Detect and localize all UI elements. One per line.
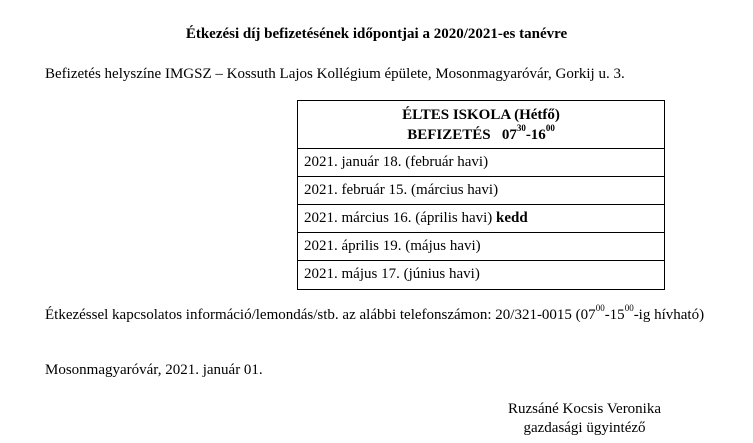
contact-hours-separator: -15 xyxy=(604,307,625,323)
schedule-row xyxy=(298,149,664,177)
time-start-minutes: 30 xyxy=(516,123,526,133)
contact-info xyxy=(45,305,725,325)
schedule-row xyxy=(298,261,664,289)
schedule-row xyxy=(298,233,664,261)
signatory-role: gazdasági ügyintéző xyxy=(523,420,646,436)
payment-location: Befizetés helyszíne IMGSZ – Kossuth Lajos Kollégium épülete, Mosonmagyaróvár, Gorkij u. 3. xyxy=(45,66,625,82)
contact-hours-end-minutes: 00 xyxy=(624,303,634,313)
contact-info-text: Étkezéssel kapcsolatos információ/lemondás/stb. az alábbi telefonszámon: 20/321-0015 (07 xyxy=(45,307,596,323)
contact-hours-start-minutes: 00 xyxy=(595,303,605,313)
document-title: Étkezési díj befizetésének időpontjai a 2020/2021-es tanévre xyxy=(185,26,568,42)
time-end-minutes: 00 xyxy=(545,123,555,133)
schedule-row xyxy=(298,205,664,233)
date-place: Mosonmagyaróvár, 2021. január 01. xyxy=(45,362,263,378)
time-separator: -16 xyxy=(525,127,546,143)
schedule-row-text: 2021. február 15. (március havi) xyxy=(304,182,499,198)
schedule-row xyxy=(298,177,664,205)
schedule-row-text: 2021. április 19. (május havi) xyxy=(304,238,481,254)
schedule-row-note: kedd xyxy=(496,210,528,226)
time-start-hour: 07 xyxy=(501,127,517,143)
schedule-header-school: ÉLTES ISKOLA (Hétfő) xyxy=(402,107,560,123)
payment-schedule-table xyxy=(297,100,665,290)
schedule-header xyxy=(298,101,664,149)
schedule-header-time xyxy=(298,125,664,145)
schedule-row-text: 2021. május 17. (június havi) xyxy=(304,266,480,282)
schedule-header-label: BEFIZETÉS xyxy=(407,127,491,143)
signatory-name: Ruzsáné Kocsis Veronika xyxy=(507,401,662,417)
schedule-row-text: 2021. március 16. (április havi) xyxy=(304,210,497,226)
signature-block xyxy=(497,400,672,438)
schedule-row-text: 2021. január 18. (február havi) xyxy=(304,154,489,170)
contact-info-suffix: -ig hívható) xyxy=(633,307,705,323)
